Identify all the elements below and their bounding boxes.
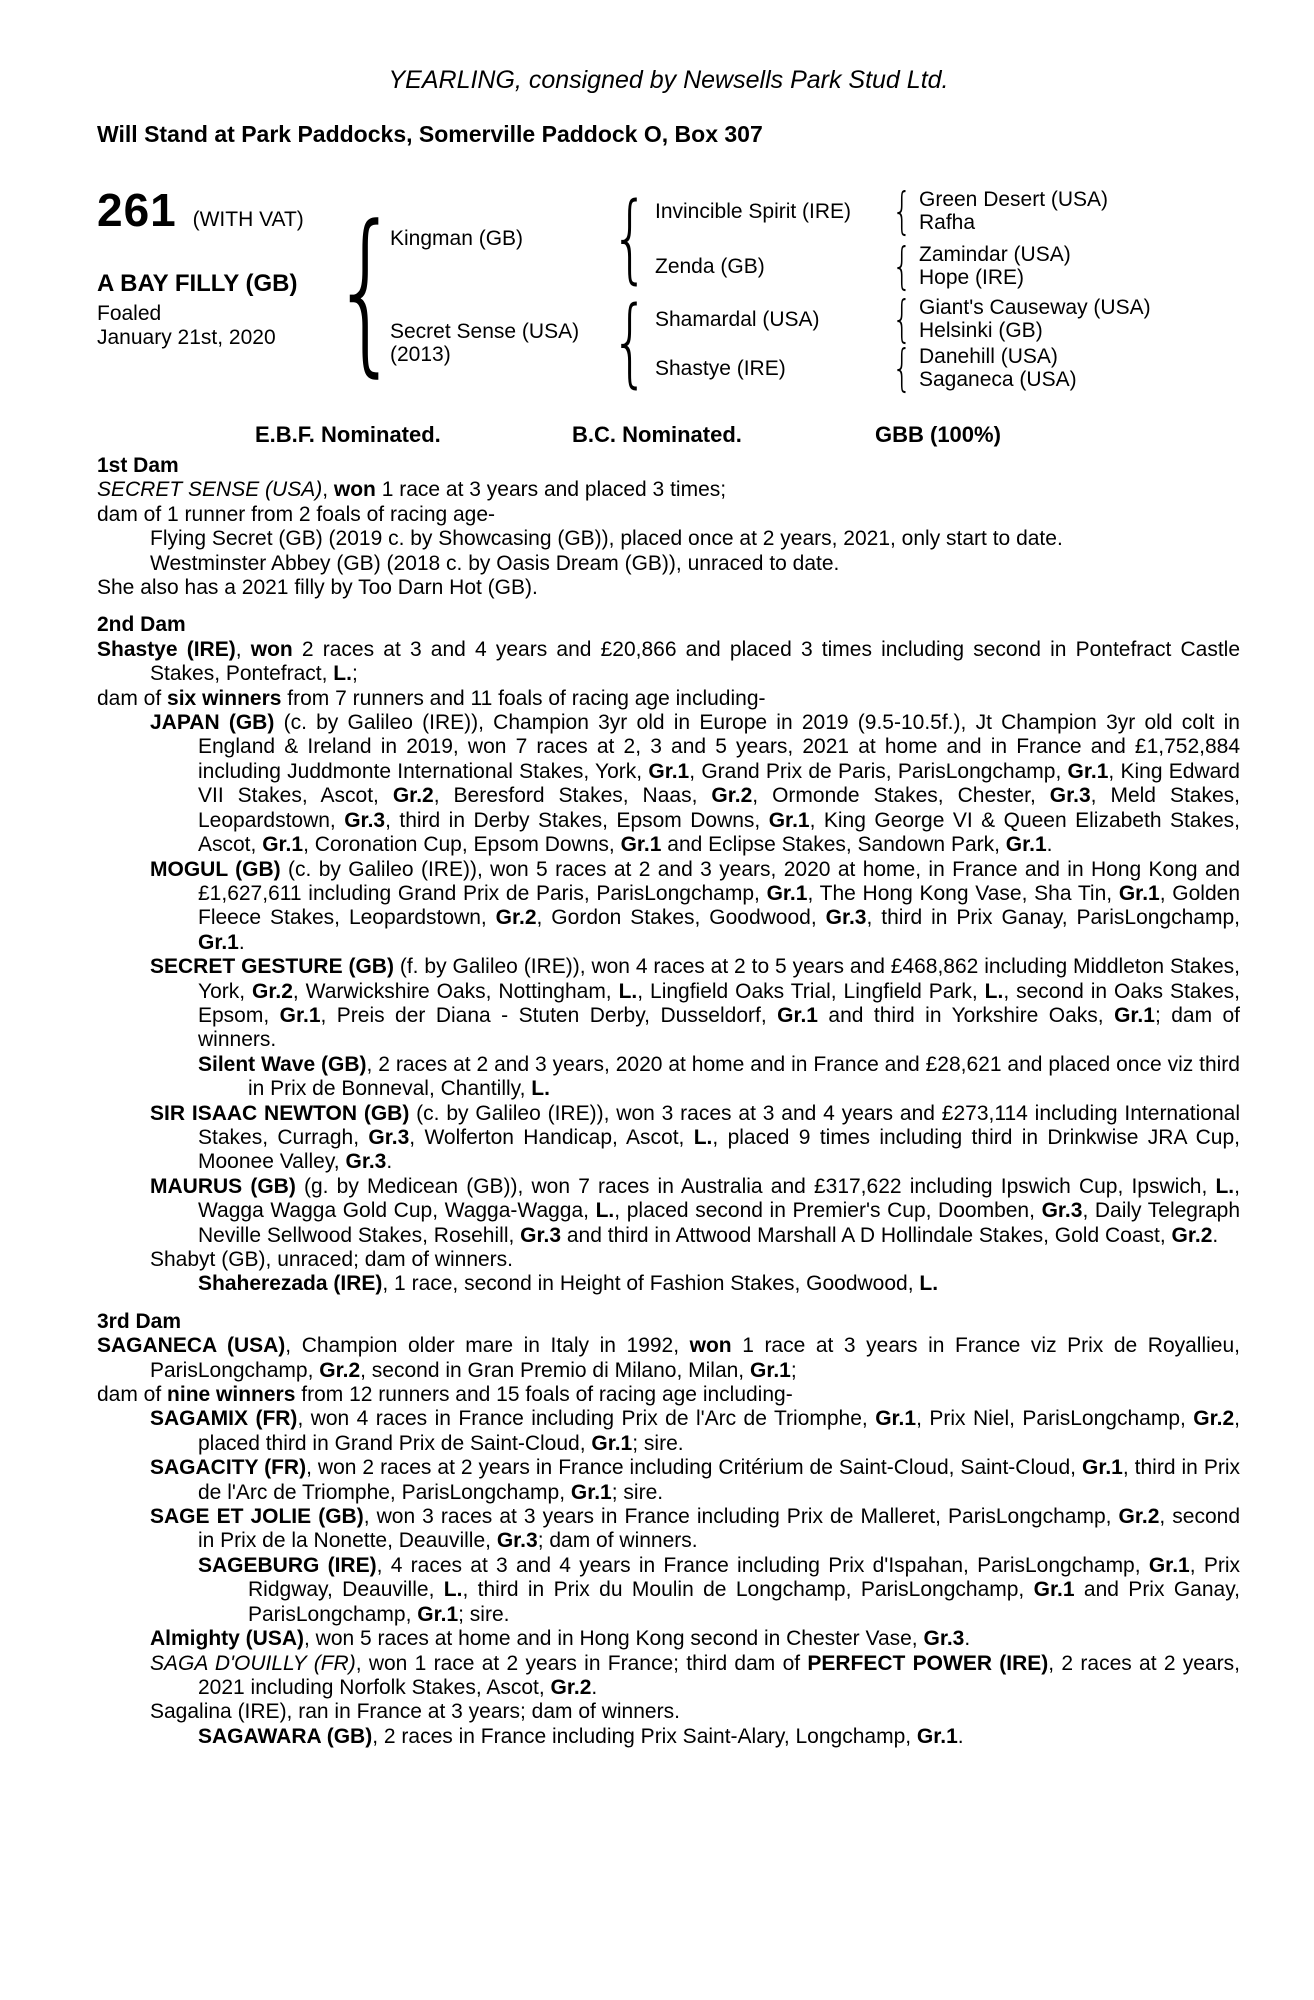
text-run: Gr.3 bbox=[344, 808, 386, 832]
catalogue-paragraph bbox=[150, 1407, 1240, 1456]
text-run: , Ormonde Stakes, Chester, bbox=[752, 784, 1050, 808]
text-run: won bbox=[333, 478, 376, 502]
text-run: Gr.1 bbox=[648, 759, 690, 783]
text-run: SECRET SENSE (USA) bbox=[97, 478, 323, 502]
text-run: L. bbox=[333, 662, 352, 686]
pedigree-brace-gen3-3: { bbox=[892, 289, 912, 348]
section-heading: 1st Dam bbox=[97, 454, 179, 477]
text-run: , bbox=[322, 478, 334, 502]
text-run: from 7 runners and 11 foals of racing age including- bbox=[281, 686, 766, 710]
text-run: , third in Derby Stakes, Epsom Downs, bbox=[385, 808, 769, 832]
gen3-pair-4 bbox=[919, 345, 1077, 391]
text-run: Gr.1 bbox=[620, 833, 662, 857]
text-run: , Warwickshire Oaks, Nottingham, bbox=[292, 979, 619, 1003]
text-run: , Wagga Wagga Gold Cup, Wagga-Wagga, bbox=[198, 1174, 1240, 1223]
gen3-pair-2 bbox=[919, 243, 1071, 289]
catalogue-paragraph bbox=[97, 1334, 1240, 1383]
gen2-sire-sire: Invincible Spirit (IRE) bbox=[655, 200, 852, 223]
text-run: Gr.3 bbox=[1049, 784, 1091, 808]
catalogue-paragraph bbox=[150, 527, 1240, 551]
text-run: SAGACITY (FR) bbox=[150, 1456, 307, 1480]
text-run: SAGE ET JOLIE (GB) bbox=[150, 1505, 364, 1529]
text-run: Gr.1 bbox=[417, 1602, 459, 1626]
text-run: 1 race at 3 years and placed 3 times; bbox=[375, 478, 727, 502]
gen3-pair-1 bbox=[919, 188, 1108, 234]
catalogue-paragraph bbox=[97, 576, 1240, 600]
gen2-dam-sire: Shamardal (USA) bbox=[655, 308, 820, 331]
text-run: JAPAN (GB) bbox=[150, 711, 275, 735]
text-run: Gr.1 bbox=[916, 1724, 958, 1748]
text-run: , Preis der Diana - Stuten Derby, Dusseldorf, bbox=[320, 1003, 778, 1027]
text-run: dam of bbox=[97, 686, 168, 710]
text-run: L. bbox=[984, 979, 1004, 1003]
lot-row bbox=[97, 184, 304, 236]
catalogue-paragraph bbox=[150, 551, 1240, 576]
text-run: from 12 runners and 15 foals of racing age including- bbox=[295, 1383, 793, 1407]
text-run: ; sire. bbox=[458, 1602, 510, 1626]
text-run: ; sire. bbox=[632, 1431, 684, 1455]
text-run: , second in Oaks Stakes, Epsom, bbox=[198, 979, 1240, 1027]
text-run: Gr.1 bbox=[591, 1431, 633, 1455]
section-paragraphs bbox=[97, 638, 1240, 1297]
text-run: SAGEBURG (IRE) bbox=[198, 1553, 377, 1577]
catalogue-paragraph bbox=[150, 955, 1241, 1053]
sire-name: Kingman (GB) bbox=[390, 227, 524, 250]
text-run: (f. by Galileo (IRE)), won 4 races at 2 to 5 years and £468,862 including Middleton Stakes, York, bbox=[198, 955, 1240, 1003]
catalogue-paragraph bbox=[97, 478, 1240, 502]
text-run: (g. by Medicean (GB)), won 7 races in Australia and £317,622 including Ipswich Cup, Ipswich, bbox=[295, 1174, 1216, 1198]
text-run: , Prix Niel, ParisLongchamp, bbox=[916, 1407, 1194, 1431]
catalogue-paragraph bbox=[150, 1627, 1240, 1651]
text-run: Shastye (IRE) bbox=[97, 637, 236, 661]
text-run: Gr.2 bbox=[319, 1358, 361, 1382]
text-run: , won 1 race at 2 years in France; third dam of bbox=[355, 1651, 808, 1675]
text-run: . bbox=[1212, 1223, 1219, 1247]
section-3rd-dam bbox=[97, 1310, 1240, 1749]
text-run: Gr.1 bbox=[768, 808, 810, 832]
gen2-sire-dam: Zenda (GB) bbox=[655, 255, 765, 278]
text-run: PERFECT POWER (IRE) bbox=[807, 1651, 1049, 1675]
text-run: 2 races at 3 and 4 years and £20,866 and placed 3 times including second in Pontefract Castle Stakes, Pontefract, bbox=[150, 637, 1241, 686]
text-run: Gr.2 bbox=[495, 906, 537, 930]
text-run: Gr.1 bbox=[1033, 1578, 1075, 1602]
text-run: SECRET GESTURE (GB) bbox=[150, 955, 394, 979]
catalogue-paragraph bbox=[198, 1553, 1240, 1627]
text-run: Shabyt (GB), unraced; dam of winners. bbox=[150, 1248, 513, 1271]
section-paragraphs bbox=[97, 1334, 1240, 1749]
gen3-pair-3 bbox=[919, 296, 1151, 342]
pedigree-brace-gen3-4: { bbox=[892, 338, 912, 397]
text-run: , 2 races at 2 years, 2021 including Norfolk Stakes, Ascot, bbox=[198, 1651, 1240, 1699]
text-run: . bbox=[964, 1627, 971, 1651]
text-run: Flying Secret (GB) (2019 c. by Showcasing (GB)), placed once at 2 years, 2021, only start to date. bbox=[150, 527, 1063, 551]
text-run: L. bbox=[1215, 1174, 1235, 1198]
text-run: . bbox=[1046, 833, 1053, 857]
gen2-dam-dam: Shastye (IRE) bbox=[655, 357, 786, 380]
text-run: Gr.3 bbox=[1041, 1199, 1083, 1223]
text-run: Gr.1 bbox=[198, 930, 239, 954]
text-run: , placed third in Grand Prix de Saint-Cloud, bbox=[198, 1407, 1240, 1455]
text-run: dam of bbox=[97, 1383, 168, 1407]
text-run: 1 race at 3 years in France viz Prix de Royallieu, ParisLongchamp, bbox=[150, 1334, 1240, 1382]
gen3-name: Green Desert (USA) bbox=[919, 188, 1109, 211]
pedigree-brace-main: { bbox=[331, 187, 401, 393]
catalogue-paragraph bbox=[150, 1505, 1240, 1554]
text-run: Gr.1 bbox=[570, 1480, 612, 1504]
text-run: , Meld Stakes, Leopardstown, bbox=[198, 784, 1240, 832]
text-run: , Prix Ridgway, Deauville, bbox=[248, 1553, 1240, 1602]
text-run: Gr.1 bbox=[1081, 1456, 1123, 1480]
text-run: , Gordon Stakes, Goodwood, bbox=[536, 906, 826, 930]
text-run: , King Edward VII Stakes, Ascot, bbox=[198, 759, 1240, 808]
text-run: Gr.1 bbox=[262, 833, 304, 857]
catalogue-paragraph bbox=[97, 686, 1240, 711]
lot-vat-note: (WITH VAT) bbox=[192, 208, 304, 231]
catalogue-paragraph bbox=[150, 1456, 1240, 1505]
text-run: SAGAMIX (FR) bbox=[150, 1407, 298, 1431]
gen3-name: Saganeca (USA) bbox=[919, 368, 1077, 391]
text-run: . bbox=[591, 1675, 598, 1699]
text-run: and third in Attwood Marshall A D Hollindale Stakes, Gold Coast, bbox=[561, 1223, 1172, 1247]
catalogue-paragraph bbox=[97, 1383, 1240, 1407]
text-run: , Beresford Stakes, Naas, bbox=[433, 784, 712, 808]
text-run: Gr.3 bbox=[923, 1627, 965, 1651]
text-run: SIR ISAAC NEWTON (GB) bbox=[150, 1101, 410, 1125]
text-run: MOGUL (GB) bbox=[150, 857, 281, 881]
catalogue-paragraph bbox=[150, 1700, 1240, 1724]
text-run: ; bbox=[351, 662, 358, 686]
text-run: ; dam of winners. bbox=[537, 1529, 698, 1553]
catalogue-paragraph bbox=[150, 1174, 1241, 1248]
text-run: . bbox=[957, 1724, 964, 1748]
gen3-name: Zamindar (USA) bbox=[919, 243, 1071, 266]
text-run: Gr.2 bbox=[392, 784, 434, 808]
text-run: , placed 9 times including third in Drinkwise JRA Cup, Moonee Valley, bbox=[198, 1125, 1240, 1174]
nominations-row bbox=[97, 422, 1240, 448]
ebf-nomination: E.B.F. Nominated. bbox=[255, 422, 441, 447]
text-run: Gr.1 bbox=[875, 1407, 917, 1431]
text-run: , won 3 races at 3 years in France including Prix de Malleret, ParisLongchamp, bbox=[363, 1505, 1119, 1529]
gen3-name: Helsinki (GB) bbox=[919, 319, 1043, 342]
text-run: ; sire. bbox=[611, 1480, 664, 1504]
text-run: , Lingfield Oaks Trial, Lingfield Park, bbox=[637, 979, 985, 1003]
text-run: L. bbox=[618, 979, 638, 1003]
text-run: Westminster Abbey (GB) (2018 c. by Oasis Dream (GB)), unraced to date. bbox=[150, 551, 840, 575]
text-run: and third in Yorkshire Oaks, bbox=[817, 1003, 1115, 1027]
text-run: Gr.1 bbox=[777, 1003, 818, 1027]
text-run: Gr.3 bbox=[520, 1223, 562, 1247]
text-run: Gr.1 bbox=[1067, 759, 1109, 783]
gen3-name: Danehill (USA) bbox=[919, 345, 1058, 368]
text-run: SAGA D'OUILLY (FR) bbox=[150, 1651, 356, 1675]
section-heading: 2nd Dam bbox=[97, 613, 186, 637]
text-run: . bbox=[386, 1150, 393, 1174]
text-run: Gr.1 bbox=[1005, 833, 1047, 857]
catalogue-paragraph bbox=[198, 1052, 1240, 1102]
text-run: , Golden Fleece Stakes, Leopardstown, bbox=[198, 881, 1241, 930]
text-run: Gr.3 bbox=[345, 1150, 387, 1174]
text-run: L. bbox=[919, 1272, 939, 1296]
text-run: , won 4 races in France including Prix de l'Arc de Triomphe, bbox=[297, 1407, 876, 1431]
text-run: , 2 races at 2 and 3 years, 2020 at home and in France and £28,621 and placed once viz third in Prix de Bonneval, Chantilly, bbox=[248, 1052, 1240, 1101]
text-run: Gr.2 bbox=[550, 1675, 592, 1699]
text-run: Gr.2 bbox=[252, 979, 293, 1003]
pedigree-brace-gen3-2: { bbox=[892, 236, 912, 295]
text-run: , third in Prix de l'Arc de Triomphe, ParisLongchamp, bbox=[198, 1456, 1240, 1504]
text-run: MAURUS (GB) bbox=[150, 1174, 296, 1198]
text-run: Gr.1 bbox=[1148, 1553, 1190, 1577]
text-run: , third in Prix Ganay, ParisLongchamp, bbox=[866, 906, 1240, 930]
text-run: won bbox=[250, 637, 293, 661]
section-1st-dam bbox=[97, 454, 1240, 600]
text-run: , placed second in Premier's Cup, Doomben, bbox=[614, 1199, 1042, 1223]
catalogue-paragraph bbox=[150, 711, 1240, 857]
text-run: L. bbox=[693, 1125, 713, 1149]
pedigree-brace-gen3-1: { bbox=[892, 181, 912, 240]
text-run: Gr.3 bbox=[496, 1529, 538, 1553]
text-run: , The Hong Kong Vase, Sha Tin, bbox=[807, 881, 1119, 905]
bc-nomination: B.C. Nominated. bbox=[572, 422, 742, 447]
stand-location-line: Will Stand at Park Paddocks, Somerville Paddock O, Box 307 bbox=[97, 121, 763, 147]
text-run: Gr.1 bbox=[279, 1003, 321, 1027]
text-run: Gr.1 bbox=[1114, 1003, 1155, 1027]
text-run: , second in Prix de la Nonette, Deauville, bbox=[198, 1505, 1240, 1553]
dam-sections bbox=[97, 454, 1240, 1749]
text-run: , Champion older mare in Italy in 1992, bbox=[285, 1334, 690, 1358]
catalogue-paragraph bbox=[150, 1651, 1240, 1701]
catalogue-paragraph bbox=[150, 857, 1241, 956]
text-run: Gr.3 bbox=[825, 906, 867, 930]
text-run: , won 5 races at home and in Hong Kong second in Chester Vase, bbox=[304, 1627, 924, 1651]
gen3-name: Hope (IRE) bbox=[919, 266, 1025, 289]
gen3-name: Giant's Causeway (USA) bbox=[919, 296, 1151, 319]
text-run: L. bbox=[595, 1199, 615, 1223]
text-run: Gr.2 bbox=[1118, 1505, 1160, 1529]
text-run: Gr.2 bbox=[1171, 1223, 1213, 1247]
text-run: , Daily Telegraph Neville Sellwood Stakes, Rosehill, bbox=[198, 1199, 1241, 1247]
text-run: (c. by Galileo (IRE)), Champion 3yr old in Europe in 2019 (9.5-10.5f.), Jt Champion 3yr old colt in England & Ireland in 2019, won 7 races at 2, 3 and 5 years, 2021 at home and in France and £1,752,884 including Juddmonte International Stakes, York, bbox=[198, 711, 1240, 783]
text-run: Gr.1 bbox=[1118, 881, 1160, 905]
page-title: YEARLING, consigned by Newsells Park Stud Ltd. bbox=[388, 66, 949, 94]
gbb-note: GBB (100%) bbox=[875, 422, 1001, 447]
section-heading: 3rd Dam bbox=[97, 1309, 182, 1333]
text-run: ; dam of winners. bbox=[198, 1003, 1241, 1052]
text-run: , 2 races in France including Prix Saint-Alary, Longchamp, bbox=[372, 1724, 917, 1748]
text-run: SAGANECA (USA) bbox=[97, 1334, 286, 1358]
text-run: Sagalina (IRE), ran in France at 3 years; dam of winners. bbox=[150, 1700, 680, 1724]
catalogue-paragraph bbox=[97, 502, 1240, 527]
text-run: Silent Wave (GB) bbox=[198, 1052, 367, 1076]
catalogue-paragraph bbox=[150, 1101, 1240, 1175]
text-run: six winners bbox=[167, 686, 282, 710]
text-run: , King George VI & Queen Elizabeth Stakes, Ascot, bbox=[198, 808, 1240, 857]
foaled-date: January 21st, 2020 bbox=[97, 326, 276, 349]
section-paragraphs bbox=[97, 478, 1240, 600]
text-run: nine winners bbox=[167, 1383, 296, 1407]
catalogue-paragraph bbox=[97, 637, 1241, 687]
text-run: (c. by Galileo (IRE)), won 3 races at 3 and 4 years and £273,114 including International Stakes, Curragh, bbox=[198, 1101, 1240, 1149]
text-run: and Eclipse Stakes, Sandown Park, bbox=[661, 833, 1006, 857]
text-run: , third in Prix du Moulin de Longchamp, ParisLongchamp, bbox=[462, 1578, 1034, 1602]
dam-year: (2013) bbox=[390, 343, 451, 366]
foaled-label: Foaled bbox=[97, 302, 162, 325]
text-run: , 1 race, second in Height of Fashion Stakes, Goodwood, bbox=[382, 1272, 920, 1296]
text-run: and Prix Ganay, ParisLongchamp, bbox=[248, 1578, 1240, 1626]
catalogue-paragraph bbox=[198, 1272, 1240, 1296]
text-run: L. bbox=[443, 1578, 463, 1602]
text-run: , Grand Prix de Paris, ParisLongchamp, bbox=[689, 759, 1068, 783]
text-run: . bbox=[238, 930, 245, 954]
text-run: Gr.2 bbox=[711, 784, 753, 808]
text-run: Shaherezada (IRE) bbox=[198, 1272, 383, 1296]
text-run: L. bbox=[531, 1077, 550, 1101]
pedigree-brace-dam: { bbox=[611, 285, 649, 398]
pedigree-tree bbox=[97, 181, 1240, 402]
dam-name: Secret Sense (USA) bbox=[390, 320, 580, 343]
catalogue-paragraph bbox=[198, 1724, 1240, 1749]
text-run: Gr.1 bbox=[766, 881, 808, 905]
text-run: , second in Gran Premio di Milano, Milan, bbox=[360, 1358, 750, 1382]
text-run: , 4 races at 3 and 4 years in France including Prix d'Ispahan, ParisLongchamp, bbox=[376, 1553, 1149, 1577]
gen3-name: Rafha bbox=[919, 211, 976, 234]
text-run: won bbox=[689, 1334, 732, 1358]
pedigree-brace-sire: { bbox=[611, 181, 649, 294]
text-run: She also has a 2021 filly by Too Darn Hot (GB). bbox=[97, 576, 538, 600]
text-run: dam of 1 runner from 2 foals of racing age- bbox=[97, 502, 496, 526]
section-2nd-dam bbox=[97, 613, 1240, 1296]
text-run: SAGAWARA (GB) bbox=[198, 1724, 373, 1748]
text-run: , Coronation Cup, Epsom Downs, bbox=[303, 833, 621, 857]
text-run: Gr.3 bbox=[368, 1125, 410, 1149]
text-run: , Wolferton Handicap, Ascot, bbox=[409, 1125, 694, 1149]
text-run: , bbox=[235, 637, 251, 661]
text-run: Almighty (USA) bbox=[150, 1627, 304, 1651]
text-run: Gr.2 bbox=[1193, 1407, 1235, 1431]
text-run: (c. by Galileo (IRE)), won 5 races at 2 and 3 years, 2020 at home, in France and in Hong Kong and £1,627,611 including Grand Prix de Paris, ParisLongchamp, bbox=[198, 857, 1240, 905]
text-run: ; bbox=[790, 1358, 797, 1382]
horse-name: A BAY FILLY (GB) bbox=[97, 270, 298, 297]
text-run: , won 2 races at 2 years in France including Critérium de Saint-Cloud, Saint-Cloud, bbox=[306, 1456, 1082, 1480]
catalogue-paragraph bbox=[150, 1248, 1240, 1272]
text-run: Gr.1 bbox=[749, 1358, 791, 1382]
lot-number: 261 bbox=[97, 184, 177, 236]
